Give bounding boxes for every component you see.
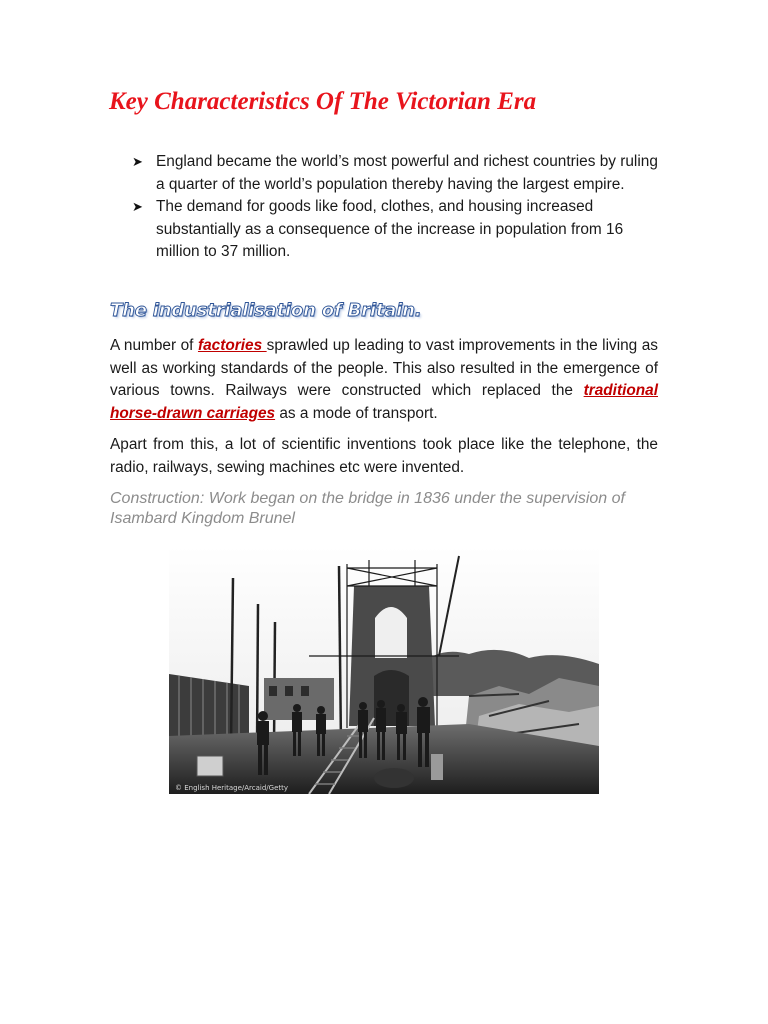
horse-drawn-carriages-link[interactable]: traditional horse-drawn carriages bbox=[110, 382, 658, 422]
arrow-bullet-icon: ➤ bbox=[132, 154, 143, 169]
photo-watermark: © English Heritage/Arcaid/Getty bbox=[175, 784, 289, 792]
paragraph-text: sprawled up leading to vast improvements in the living as well as working standards of the people. This also resulted in the emergence of various towns. Railways were constructed which replaced the bbox=[110, 337, 658, 399]
list-item bbox=[132, 151, 662, 196]
industrialisation-paragraph bbox=[110, 335, 658, 425]
bridge-construction-photo bbox=[169, 546, 599, 794]
inventions-paragraph: Apart from this, a lot of scientific inventions took place like the telephone, the radio, railways, sewing machines etc were invented. bbox=[110, 436, 658, 476]
bullet-list bbox=[132, 151, 662, 264]
paragraph-text: as a mode of transport. bbox=[275, 404, 438, 422]
bullet-text: England became the world’s most powerful and richest countries by ruling a quarter of the world’s population thereby having the largest empire. bbox=[156, 153, 658, 193]
bullet-text: The demand for goods like food, clothes, and housing increased substantially as a consequence of the increase in population from 16 million to 37 million. bbox=[156, 198, 624, 260]
paragraph-text: A number of bbox=[110, 337, 198, 354]
list-item bbox=[132, 196, 662, 264]
photo-caption: Construction: Work began on the bridge in 1836 under the supervision of Isambard Kingdom Brunel bbox=[110, 490, 625, 527]
factories-link[interactable]: factories bbox=[197, 337, 267, 354]
arrow-bullet-icon: ➤ bbox=[132, 199, 143, 214]
page-title: Key Characteristics Of The Victorian Era bbox=[109, 88, 537, 115]
section-heading: The industrialisation of Britain. bbox=[110, 300, 422, 321]
